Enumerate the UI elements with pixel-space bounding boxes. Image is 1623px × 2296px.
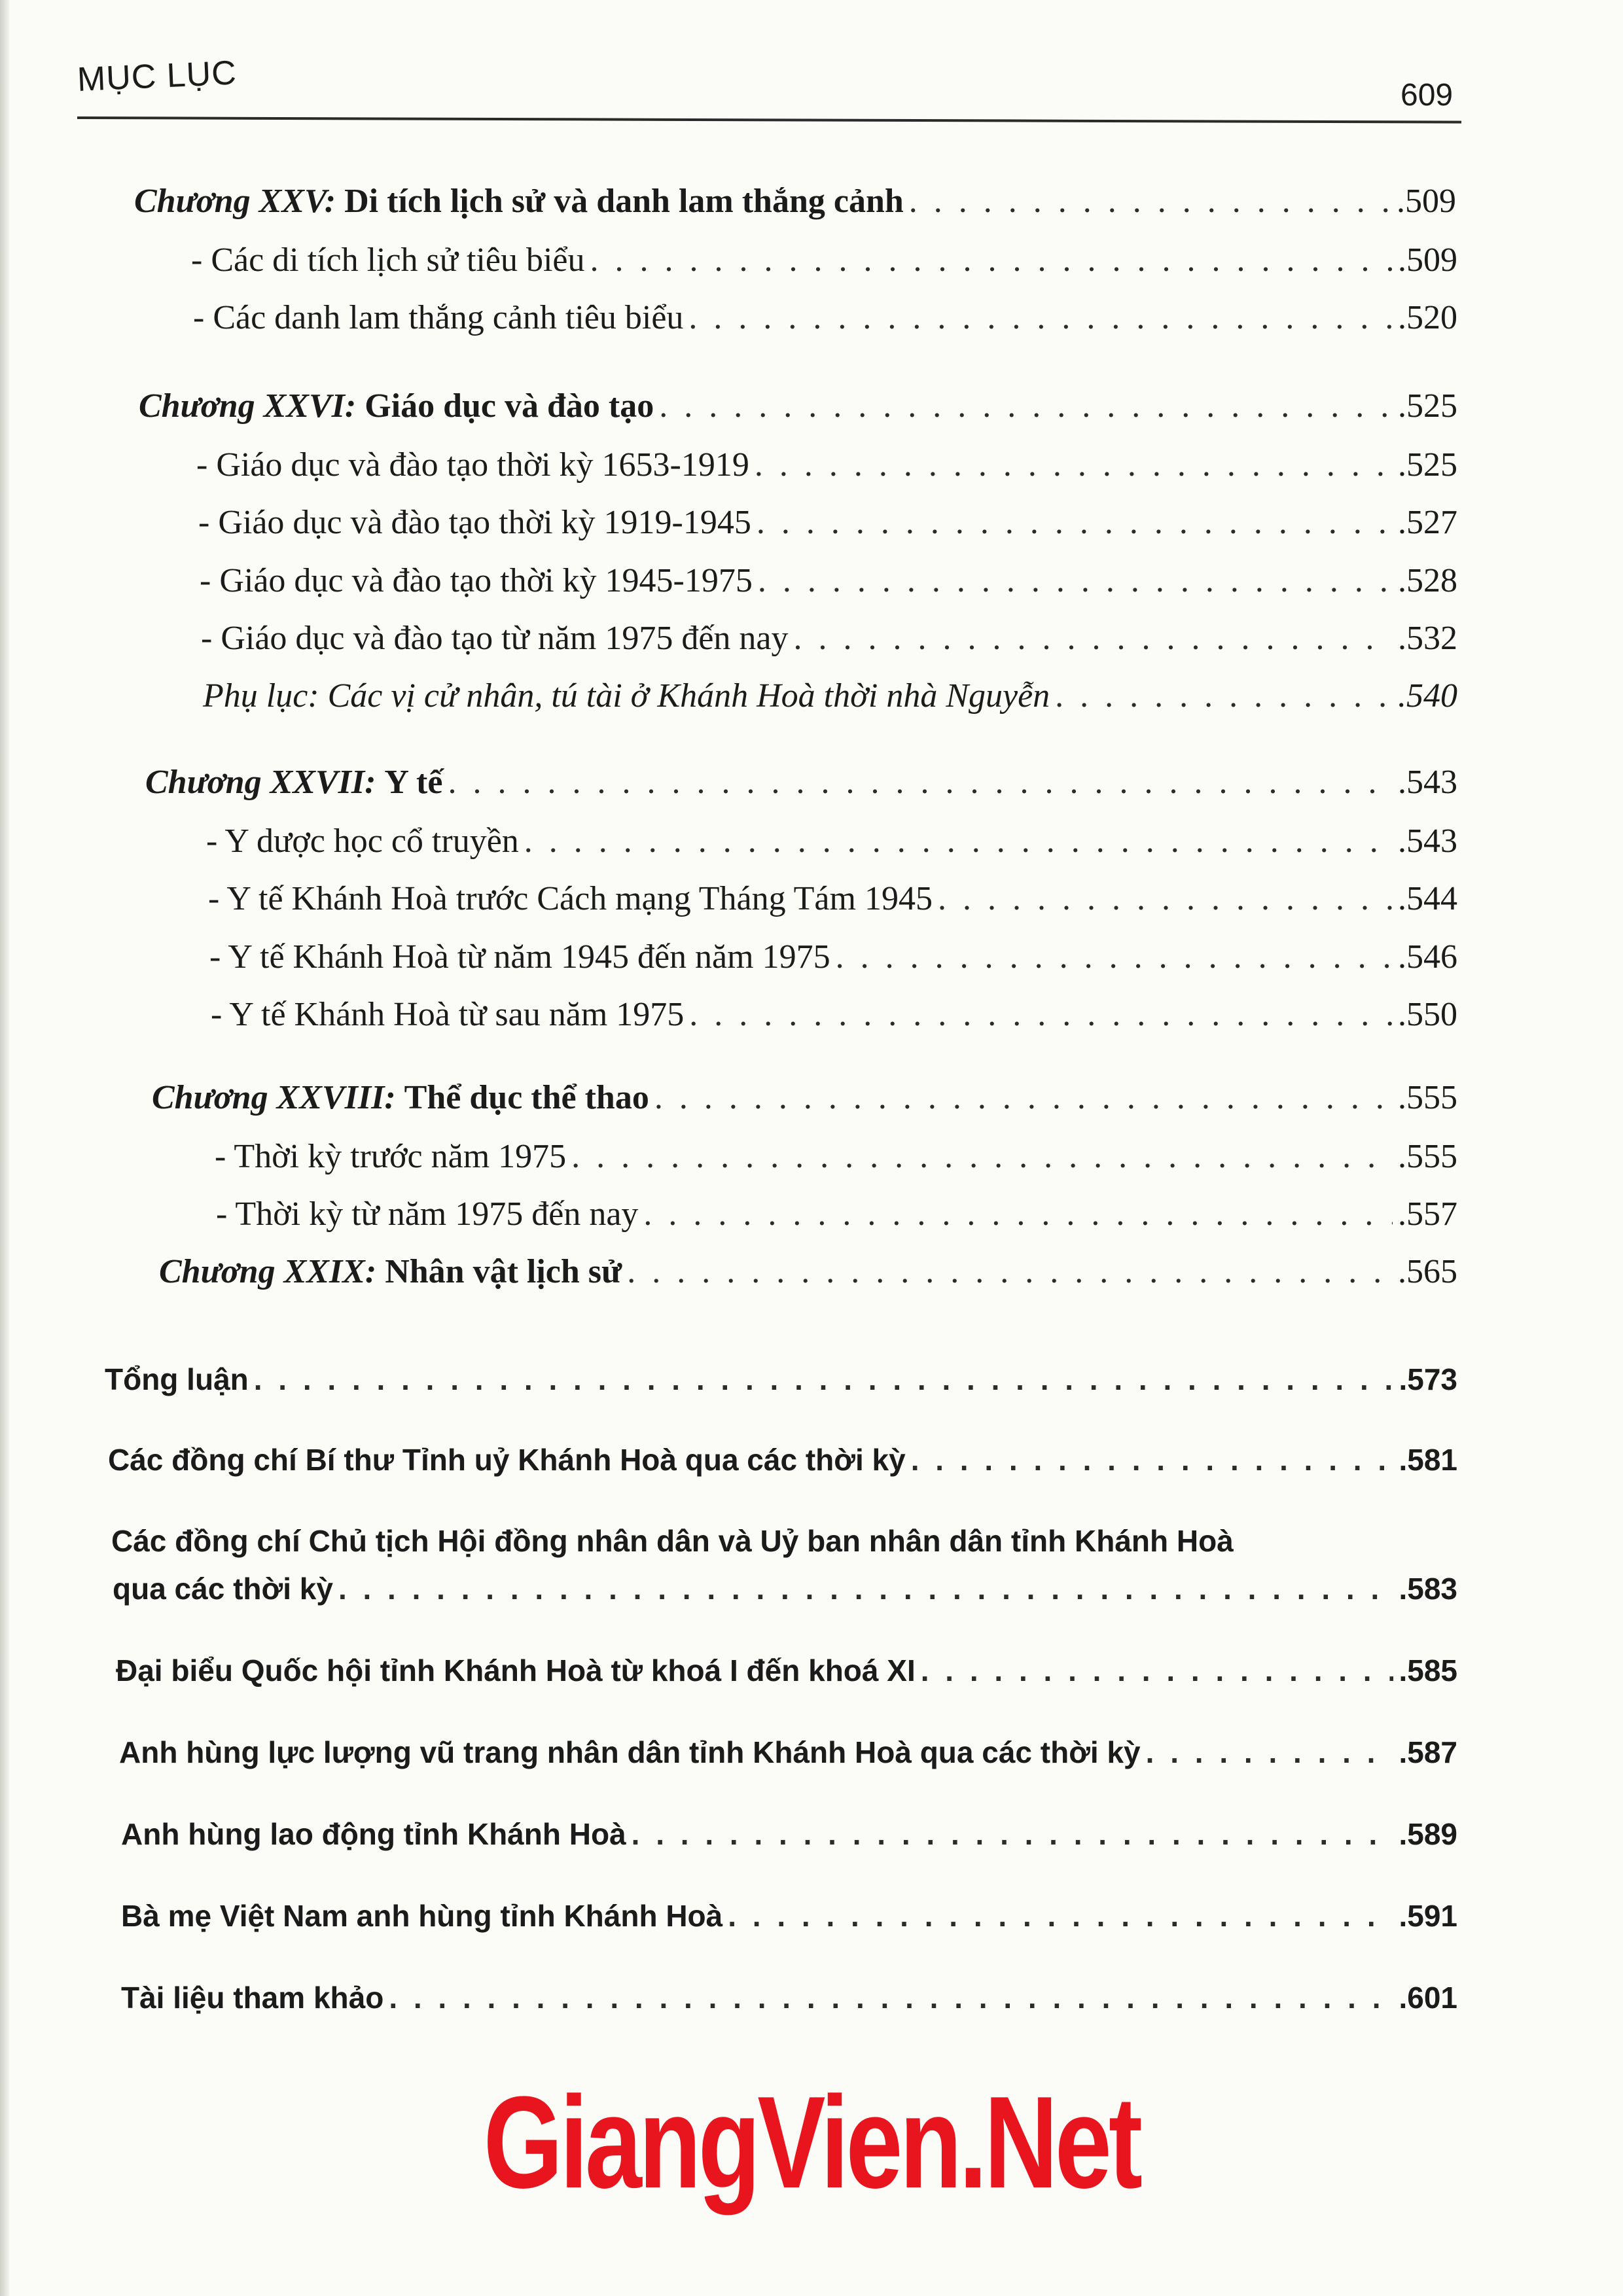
dot-leader [524, 824, 1393, 858]
dot-leader [1146, 1737, 1394, 1767]
toc-entry-text: - Y tế Khánh Hoà trước Cách mạng Tháng Tám 1945 [208, 880, 933, 917]
toc-entry[interactable] [201, 622, 1457, 656]
chapter-label: Chương XXVIII: [152, 1079, 396, 1116]
toc-page-number: .543 [1398, 764, 1457, 801]
dot-leader [659, 389, 1393, 423]
toc-entry-text: Phụ lục: Các vị cử nhân, tú tài ở Khánh Hoà thời nhà Nguyễn [203, 677, 1050, 715]
toc-back-entry[interactable] [121, 1983, 1457, 2013]
dot-leader [689, 998, 1393, 1032]
toc-entry-text: - Y dược học cổ truyền [206, 822, 519, 860]
dot-leader [757, 506, 1393, 540]
toc-entry[interactable] [206, 824, 1457, 858]
toc-entry-text: - Các danh lam thắng cảnh tiêu biểu [193, 299, 684, 336]
dot-leader [448, 766, 1393, 800]
toc-entry-text: - Các di tích lịch sử tiêu biểu [191, 241, 585, 279]
dot-leader [389, 1983, 1393, 2013]
toc-page-number: .543 [1398, 822, 1457, 860]
dot-leader [793, 622, 1393, 656]
dot-leader [728, 1901, 1393, 1931]
toc-entry[interactable] [209, 940, 1457, 974]
dot-leader [688, 301, 1393, 335]
toc-entry-text: - Y tế Khánh Hoà từ năm 1945 đến năm 1975 [209, 938, 830, 976]
toc-entry-text: Bà mẹ Việt Nam anh hùng tỉnh Khánh Hoà [121, 1899, 723, 1933]
chapter-label: Chương XXVI: [139, 387, 357, 425]
toc-page-number: .527 [1398, 504, 1457, 541]
toc-entry[interactable] [193, 301, 1457, 335]
running-header-title: MỤC LỤC [76, 54, 238, 99]
toc-entry[interactable] [198, 506, 1457, 540]
dot-leader [911, 1445, 1394, 1475]
toc-back-entry-line1[interactable]: Các đồng chí Chủ tịch Hội đồng nhân dân và Uỷ ban nhân dân tỉnh Khánh Hoà [111, 1524, 1234, 1558]
toc-entry-text: Tổng luận [105, 1362, 249, 1396]
watermark-logo: GiangVien.Net [483, 2070, 1140, 2216]
toc-entry-text: Các đồng chí Bí thư Tỉnh uỷ Khánh Hoà qua các thời kỳ [108, 1443, 906, 1477]
toc-entry-appendix[interactable] [203, 679, 1457, 713]
toc-entry-text: - Giáo dục và đào tạo từ năm 1975 đến nay [201, 620, 789, 657]
dot-leader [758, 564, 1393, 598]
chapter-title: Giáo dục và đào tạo [365, 387, 654, 425]
toc-page-number: .550 [1398, 996, 1457, 1033]
toc-back-entry[interactable] [108, 1445, 1457, 1475]
toc-page-number: .520 [1398, 299, 1457, 336]
toc-entry-text: Tài liệu tham khảo [121, 1981, 384, 2015]
chapter-label: Chương XXV: [134, 183, 336, 220]
toc-page-number: .565 [1398, 1253, 1457, 1290]
toc-page-number: .540 [1398, 677, 1457, 715]
toc-entry[interactable] [208, 882, 1457, 916]
toc-entry[interactable] [196, 448, 1457, 482]
toc-page-number: .532 [1398, 620, 1457, 657]
dot-leader [755, 448, 1393, 482]
dot-leader [627, 1255, 1393, 1289]
toc-page-number: .525 [1398, 446, 1457, 484]
toc-entry-text: Đại biểu Quốc hội tỉnh Khánh Hoà từ khoá I đến khoá XI [116, 1653, 916, 1687]
chapter-title: Thể dục thể thao [404, 1079, 649, 1116]
chapter-label: Chương XXIX: [159, 1253, 377, 1290]
toc-entry[interactable] [191, 243, 1457, 277]
toc-back-entry[interactable] [116, 1655, 1457, 1686]
toc-chapter-25[interactable] [134, 185, 1456, 219]
header-rule [77, 116, 1461, 124]
toc-page-number: .509 [1398, 241, 1457, 279]
toc-page-number: .544 [1398, 880, 1457, 917]
toc-page-number: .557 [1398, 1195, 1457, 1233]
chapter-label: Chương XXVII: [145, 764, 376, 801]
dot-leader [632, 1819, 1394, 1849]
toc-entry-text: Anh hùng lực lượng vũ trang nhân dân tỉnh Khánh Hoà qua các thời kỳ [119, 1735, 1141, 1769]
toc-entry[interactable] [211, 998, 1457, 1032]
toc-entry-text: qua các thời kỳ [113, 1572, 333, 1606]
toc-entry[interactable] [200, 564, 1457, 598]
dot-leader [1055, 679, 1393, 713]
toc-page-number: .585 [1399, 1653, 1457, 1687]
toc-page-number: .581 [1399, 1443, 1457, 1477]
toc-chapter-26[interactable] [139, 389, 1457, 423]
toc-back-entry[interactable] [105, 1364, 1457, 1394]
toc-page-number: .525 [1398, 387, 1457, 425]
dot-leader [254, 1364, 1394, 1394]
toc-entry-text: - Giáo dục và đào tạo thời kỳ 1653-1919 [196, 446, 749, 484]
toc-page-number: .587 [1399, 1735, 1457, 1769]
dot-leader [571, 1140, 1393, 1174]
toc-page-number: .573 [1399, 1362, 1457, 1396]
toc-entry-text: Anh hùng lao động tỉnh Khánh Hoà [121, 1817, 626, 1851]
toc-back-entry[interactable] [121, 1901, 1457, 1931]
dot-leader [643, 1197, 1393, 1231]
toc-chapter-28[interactable] [152, 1081, 1457, 1115]
dot-leader [836, 940, 1393, 974]
dot-leader [938, 882, 1393, 916]
toc-page-number: .589 [1399, 1817, 1457, 1851]
toc-entry-text: - Giáo dục và đào tạo thời kỳ 1945-1975 [200, 562, 753, 599]
toc-page-number: .583 [1399, 1572, 1457, 1606]
toc-back-entry[interactable] [119, 1737, 1457, 1767]
chapter-title: Di tích lịch sử và danh lam thắng cảnh [344, 183, 904, 220]
toc-page-number: .601 [1399, 1981, 1457, 2015]
toc-chapter-27[interactable] [145, 766, 1457, 800]
toc-back-entry[interactable] [113, 1574, 1457, 1604]
toc-page-number: .509 [1397, 183, 1456, 220]
toc-entry-text: - Thời kỳ trước năm 1975 [215, 1138, 567, 1175]
toc-entry-text: - Y tế Khánh Hoà từ sau năm 1975 [211, 996, 685, 1033]
dot-leader [590, 243, 1393, 277]
toc-page-number: .555 [1398, 1138, 1457, 1175]
toc-page-number: .591 [1399, 1899, 1457, 1933]
dot-leader [338, 1574, 1394, 1604]
toc-entry[interactable] [216, 1197, 1457, 1231]
toc-back-entry[interactable] [121, 1819, 1457, 1849]
toc-page-number: .546 [1398, 938, 1457, 976]
page-number: 609 [1400, 78, 1454, 113]
toc-page-number: .528 [1398, 562, 1457, 599]
toc-chapter-29[interactable] [159, 1255, 1457, 1289]
dot-leader [909, 185, 1391, 219]
page-edge [0, 0, 9, 2296]
dot-leader [921, 1655, 1394, 1686]
chapter-title: Y tế [384, 764, 443, 801]
toc-page-number: .555 [1398, 1079, 1457, 1116]
toc-entry-text: - Thời kỳ từ năm 1975 đến nay [216, 1195, 639, 1233]
toc-entry[interactable] [215, 1140, 1457, 1174]
chapter-title: Nhân vật lịch sử [385, 1253, 622, 1290]
toc-entry-text: - Giáo dục và đào tạo thời kỳ 1919-1945 [198, 504, 751, 541]
dot-leader [654, 1081, 1393, 1115]
